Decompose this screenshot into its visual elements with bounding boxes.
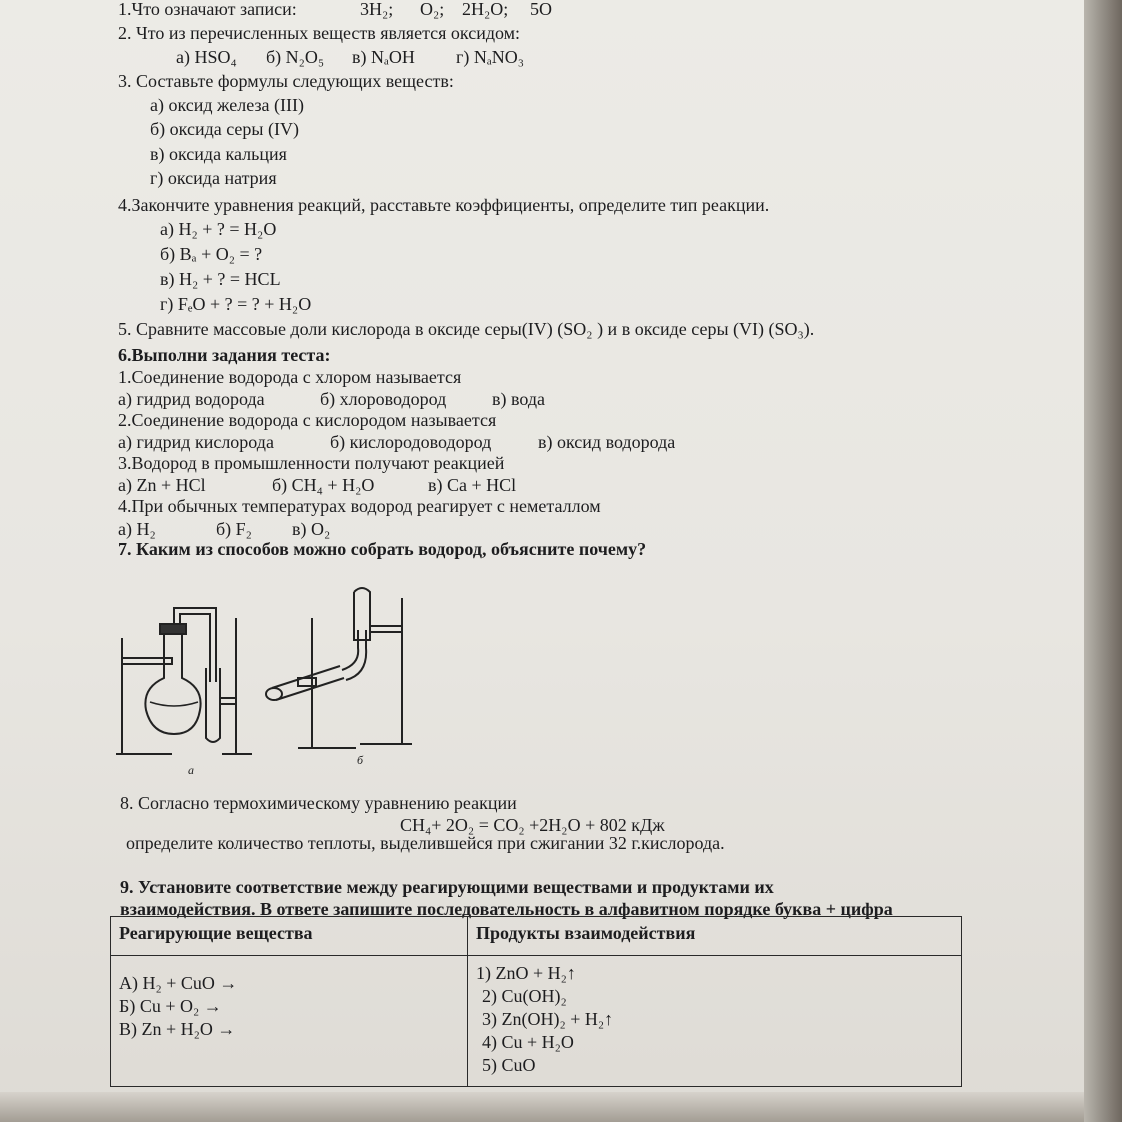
q3-text: 3. Составьте формулы следующих веществ: (118, 71, 454, 91)
q4-item: а) H₂ + ? = H₂O (160, 219, 277, 239)
q3-item: в) оксида кальция (150, 144, 287, 164)
test-question: 2.Соединение водорода с кислородом называется (118, 410, 497, 430)
q1-item: 3H₂; (360, 0, 394, 19)
test-option: а) гидрид водорода (118, 389, 265, 409)
test-option: в) вода (492, 389, 545, 409)
reactants-cell (111, 956, 468, 1087)
product-item: 5) CuO (482, 1055, 536, 1075)
product-item: 1) ZnO + H₂↑ (476, 963, 576, 983)
q1-item: 5O (530, 0, 552, 19)
page-shadow-edge (1084, 0, 1122, 1122)
apparatus-label-b: б (357, 753, 364, 767)
q2-option: в) NₐOH (352, 47, 415, 67)
reactant-item: А) H₂ + CuO → (119, 973, 238, 993)
q7-text: 7. Каким из способов можно собрать водород, объясните почему? (118, 539, 647, 559)
table-header-products: Продукты взаимодействия (468, 917, 962, 956)
test-option: б) F₂ (216, 519, 252, 539)
q4-text: 4.Закончите уравнения реакций, расставьте коэффициенты, определите тип реакции. (118, 195, 770, 215)
reactant-item: Б) Cu + O₂ → (119, 996, 222, 1016)
matching-table (110, 916, 962, 1087)
q2-text: 2. Что из перечисленных веществ является оксидом: (118, 23, 521, 43)
q8-text: 8. Согласно термохимическому уравнению реакции (120, 793, 517, 813)
test-question: 1.Соединение водорода с хлором называется (118, 367, 462, 387)
q4-item: б) Bₐ + O₂ = ? (160, 244, 263, 264)
gas-collection-apparatus-drawing (112, 578, 422, 778)
test-option: а) H₂ (118, 519, 156, 539)
q2-option: г) NₐNO₃ (456, 47, 525, 67)
test-option: а) Zn + HCl (118, 475, 206, 495)
q4-item: г) FₑO + ? = ? + H₂O (160, 294, 312, 314)
q1-text: 1.Что означают записи: (118, 0, 297, 19)
apparatus-label-a: а (188, 763, 194, 777)
product-item: 4) Cu + H₂O (482, 1032, 574, 1052)
q9-text: взаимодействия. В ответе запишите последовательность в алфавитном порядке буква + цифра (120, 899, 893, 919)
product-item: 3) Zn(OH)₂ + H₂↑ (482, 1009, 614, 1029)
q1-item: O₂; (420, 0, 445, 19)
q1-item: 2H₂O; (462, 0, 509, 19)
test-option: а) гидрид кислорода (118, 432, 274, 452)
q2-option: а) HSO₄ (176, 47, 237, 67)
q6-text: 6.Выполни задания теста: (118, 345, 331, 365)
q3-item: г) оксида натрия (150, 168, 277, 188)
q5-text: 5. Сравните массовые доли кислорода в оксиде серы(IV) (SO₂ ) и в оксиде серы (VI) (SO₃). (118, 319, 815, 339)
q8-equation: CH₄+ 2O₂ = CO₂ +2H₂O + 802 кДж (400, 815, 665, 835)
reactant-item: В) Zn + H₂O → (119, 1019, 236, 1039)
q2-option: б) N₂O₅ (266, 47, 325, 67)
test-option: в) Ca + HCl (428, 475, 517, 495)
test-option: б) кислородоводород (330, 432, 492, 452)
test-option: б) хлороводород (320, 389, 447, 409)
test-option: в) O₂ (292, 519, 331, 539)
q8-task: определите количество теплоты, выделившейся при сжигании 32 г.кислорода. (126, 833, 725, 853)
test-option: в) оксид водорода (538, 432, 676, 452)
q9-text: 9. Установите соответствие между реагирующими веществами и продуктами их (120, 877, 774, 897)
products-cell (468, 956, 962, 1087)
table-header-reactants: Реагирующие вещества (111, 917, 468, 956)
table-surface (0, 1092, 1122, 1122)
test-option: б) CH₄ + H₂O (272, 475, 375, 495)
product-item: 2) Cu(OH)₂ (482, 986, 567, 1006)
test-question: 3.Водород в промышленности получают реакцией (118, 453, 505, 473)
q4-item: в) H₂ + ? = HCL (160, 269, 281, 289)
test-question: 4.При обычных температурах водород реагирует с неметаллом (118, 496, 601, 516)
q3-item: б) оксида серы (IV) (150, 119, 299, 139)
q3-item: а) оксид железа (III) (150, 95, 305, 115)
